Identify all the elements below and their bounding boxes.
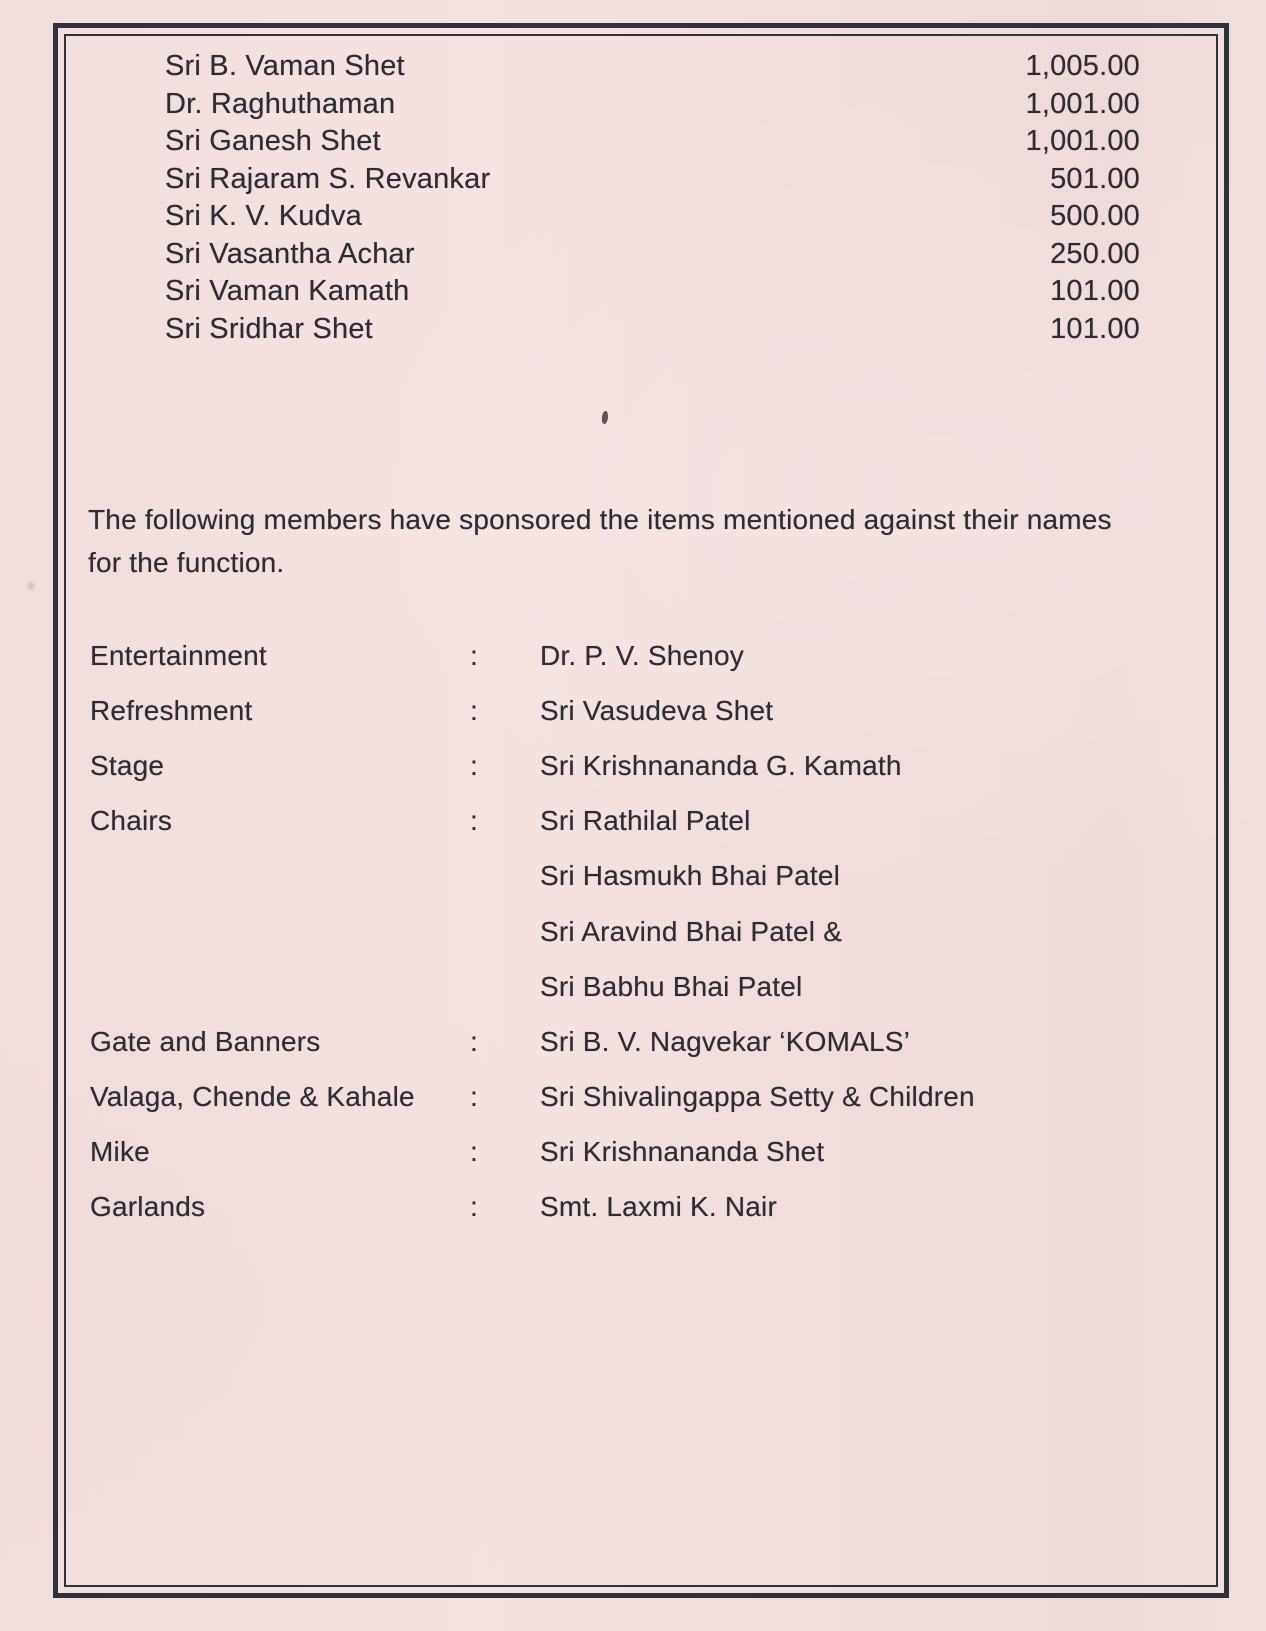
colon-separator: : <box>470 749 478 781</box>
sponsor-name: Sri Krishnananda G. Kamath <box>540 749 902 781</box>
donor-amount: 500.00 <box>1050 200 1140 233</box>
colon-separator: : <box>470 694 478 726</box>
sponsor-name: Sri B. V. Nagvekar ‘KOMALS’ <box>540 1025 911 1057</box>
sponsor-name: Dr. P. V. Shenoy <box>540 639 745 671</box>
sponsorship-row <box>90 849 1216 904</box>
donation-row <box>165 123 1140 161</box>
page-border-inner <box>64 34 1218 1587</box>
donor-amount: 501.00 <box>1050 162 1140 195</box>
intro-paragraph <box>88 498 1216 584</box>
colon-separator: : <box>470 1191 478 1223</box>
donor-amount: 250.00 <box>1050 237 1140 270</box>
sponsor-name: Smt. Laxmi K. Nair <box>540 1191 777 1223</box>
sponsorship-row <box>90 904 1216 959</box>
sponsor-name: Sri Rathilal Patel <box>540 805 751 837</box>
sponsor-name: Sri Vasudeva Shet <box>540 694 774 726</box>
donation-row <box>165 161 1140 199</box>
page-border-outer <box>53 23 1229 1598</box>
donor-name: Sri Vasantha Achar <box>165 237 415 270</box>
sponsorship-list <box>90 628 1216 1235</box>
sponsorship-item-label: Entertainment <box>90 639 267 671</box>
donation-row <box>165 48 1140 86</box>
donor-name: Sri B. Vaman Shet <box>165 50 405 83</box>
donor-amount: 101.00 <box>1050 275 1140 308</box>
intro-line: for the function. <box>88 547 285 578</box>
donor-name: Dr. Raghuthaman <box>165 87 396 120</box>
donor-amount: 1,001.00 <box>1025 125 1140 158</box>
sponsor-name: Sri Hasmukh Bhai Patel <box>540 860 841 892</box>
donor-amount: 1,001.00 <box>1025 87 1140 120</box>
paper-smudge-artifact <box>24 578 38 594</box>
sponsorship-row <box>90 1125 1216 1180</box>
sponsorship-row <box>90 1180 1216 1235</box>
sponsorship-item-label: Stage <box>90 749 165 781</box>
donor-name: Sri Ganesh Shet <box>165 125 381 158</box>
donation-row <box>165 236 1140 274</box>
sponsorship-item-label: Valaga, Chende & Kahale <box>90 1081 415 1113</box>
sponsorship-row <box>90 628 1216 683</box>
sponsorship-row <box>90 1070 1216 1125</box>
colon-separator: : <box>470 639 478 671</box>
colon-separator: : <box>470 1081 478 1113</box>
sponsor-name: Sri Shivalingappa Setty & Children <box>540 1081 975 1113</box>
sponsor-name: Sri Krishnananda Shet <box>540 1136 825 1168</box>
donor-amount: 101.00 <box>1050 312 1140 345</box>
colon-separator: : <box>470 805 478 837</box>
intro-line: The following members have sponsored the items mentioned against their names <box>88 504 1112 535</box>
sponsor-name: Sri Babhu Bhai Patel <box>540 970 803 1002</box>
sponsorship-item-label: Gate and Banners <box>90 1025 321 1057</box>
donation-row <box>165 273 1140 311</box>
donor-name: Sri K. V. Kudva <box>165 200 362 233</box>
sponsorship-item-label: Chairs <box>90 805 173 837</box>
page-content <box>66 36 1216 1585</box>
colon-separator: : <box>470 1025 478 1057</box>
sponsorship-row <box>90 959 1216 1014</box>
donor-name: Sri Rajaram S. Revankar <box>165 162 491 195</box>
donation-row <box>165 198 1140 236</box>
donor-amount: 1,005.00 <box>1025 50 1140 83</box>
donation-row <box>165 311 1140 349</box>
donor-name: Sri Sridhar Shet <box>165 312 373 345</box>
sponsorship-item-label: Garlands <box>90 1191 206 1223</box>
sponsorship-row <box>90 683 1216 738</box>
sponsorship-row <box>90 738 1216 793</box>
donor-name: Sri Vaman Kamath <box>165 275 410 308</box>
sponsorship-row <box>90 1014 1216 1069</box>
sponsorship-item-label: Refreshment <box>90 694 253 726</box>
sponsorship-item-label: Mike <box>90 1136 150 1168</box>
donation-list <box>165 48 1140 348</box>
donation-row <box>165 86 1140 124</box>
colon-separator: : <box>470 1136 478 1168</box>
sponsor-name: Sri Aravind Bhai Patel & <box>540 915 843 947</box>
sponsorship-row <box>90 794 1216 849</box>
